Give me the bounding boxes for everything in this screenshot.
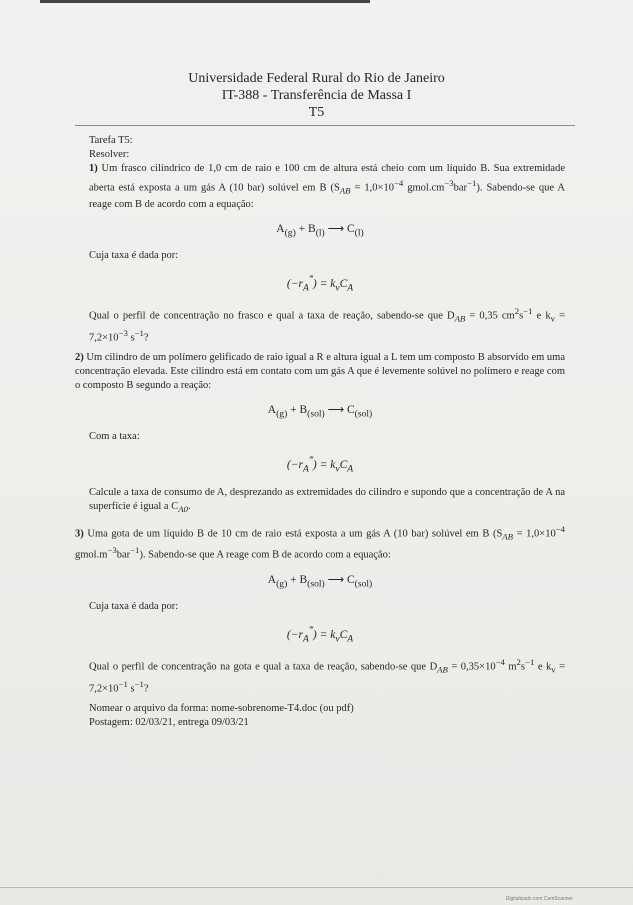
question-3-question: Qual o perfil de concentração na gota e qual a taxa de reação, sabendo-se que $D_{AB} = 0,35\times 10^{-4}$ $m^2s^{-1}$ e $k_v = 7,2\times 10^{-1}$ $s^{-1}$? <box>89 657 566 695</box>
question-3-rate-label: Cuja taxa é dada por: <box>89 601 179 613</box>
question-3-number: 3) <box>75 528 84 540</box>
question-1-statement: 1) Um frasco cilíndrico de 1,0 cm de raio e 100 cm de altura está cheio com um líquido B. Sua extremidade aberta está exposta a um gás A (10 bar) solúvel em B ($S_{AB} = 1,0\times 10^{-4}$ $gmol.cm^{-3}bar^{-1}$). Sabendo-se que A reage com B de acordo com a equação: <box>89 163 565 210</box>
resolve-label: Resolver: <box>89 149 130 160</box>
question-1-question: Qual o perfil de concentração no frasco e qual a taxa de reação, sabendo-se que $D_{AB} = 0,35$ $cm^2s^{-1}$ e $k_v = 7,2\times 10^{-3}$ $s^{-1}$? <box>89 306 566 344</box>
question-2-rate-equation: $(-r_A^‴) = k_vC_A$ <box>286 455 354 475</box>
scan-edge-mark <box>40 0 370 3</box>
file-naming-instruction: Nomear o arquivo da forma: nome-sobrenome-T4.doc (ou pdf) <box>89 703 354 715</box>
question-1-rate-equation: $(-r_A^‴) = k_vC_A$ <box>286 273 354 294</box>
question-2-statement: 2) Um cilindro de um polímero gelificado de raio igual a R e altura igual a L tem um composto B absorvido em uma concentração elevada. Este cilindro está em contato com um gás A que é levemente solúvel no polímero e reage com o composto B segundo a reação: <box>75 352 566 392</box>
question-3-statement: 3) Uma gota de um líquido B de 10 cm de raio está exposta a um gás A (10 bar) solúvel em B ($S_{AB} = 1,0\times 10^{-4}$ $gmol.m^{-3}bar^{-1}$). Sabendo-se que A reage com B de acordo com a equação: <box>75 523 566 561</box>
question-3-rate-equation: $(-r_A^‴) = k_vC_A$ <box>286 625 354 645</box>
question-3-reaction: $A_{(g)} + B_{(sol)}$ ⟶ $C_{(sol)}$ <box>267 573 373 590</box>
question-2-number: 2) <box>75 352 84 364</box>
question-2-rate-label: Com a taxa: <box>89 431 140 443</box>
question-2-reaction: $A_{(g)} + B_{(sol)}$ ⟶ $C_{(sol)}$ <box>267 404 373 420</box>
bottom-divider <box>0 887 633 888</box>
task-code: T5 <box>308 105 325 120</box>
university-name: Universidade Federal Rural do Rio de Janeiro <box>188 71 445 86</box>
posting-dates: Postagem: 02/03/21, entrega 09/03/21 <box>89 717 249 729</box>
document-header <box>0 70 633 121</box>
scanner-watermark: Digitalizado com CamScanner <box>505 896 573 902</box>
task-title: Tarefa T5: <box>89 135 133 146</box>
question-1-number: 1) <box>89 163 98 174</box>
header-divider <box>75 125 575 126</box>
question-1-reaction: $A_{(g)} + B_{(l)}$ ⟶ $C_{(l)}$ <box>276 222 364 238</box>
course-name: IT-388 - Transferência de Massa I <box>221 88 412 103</box>
question-1-rate-label: Cuja taxa é dada por: <box>89 249 179 261</box>
question-2-question: Calcule a taxa de consumo de A, desprezando as extremidades do cilindro e supondo que a concentração de A na superfície é igual a $C_{A0}$. <box>89 486 565 514</box>
document-body <box>75 134 565 730</box>
